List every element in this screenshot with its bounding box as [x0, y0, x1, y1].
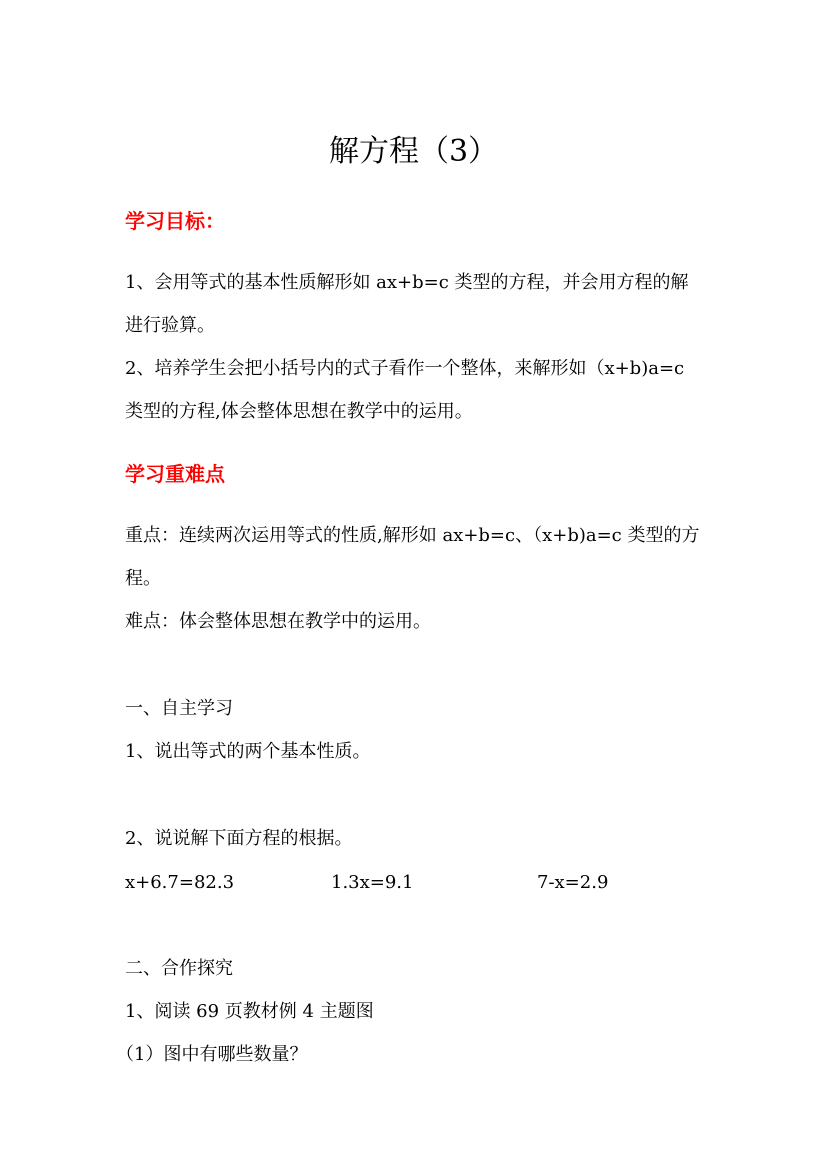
equation-2: 1.3x=9.1: [331, 872, 414, 893]
self-study-heading: 一、自主学习: [125, 698, 233, 719]
page-title: 解方程（3）: [328, 134, 499, 169]
key-point-line-1: 重点：连续两次运用等式的性质,解形如 ax+b=c、（x+b)a=c 类型的方: [125, 525, 700, 546]
equation-3: 7-x=2.9: [537, 872, 609, 893]
goal-item-1-line-1: 1、会用等式的基本性质解形如 ax+b=c 类型的方程，并会用方程的解: [125, 272, 689, 293]
difficulty-line: 难点：体会整体思想在教学中的运用。: [125, 611, 431, 632]
cooperative-heading: 二、合作探究: [125, 958, 233, 979]
learning-goals-heading: 学习目标：: [125, 209, 225, 233]
self-study-question-2: 2、说说解下面方程的根据。: [125, 828, 353, 849]
goal-item-2-line-1: 2、培养学生会把小括号内的式子看作一个整体，来解形如（x+b)a=c: [125, 358, 685, 379]
goal-item-2-line-2: 类型的方程,体会整体思想在教学中的运用。: [125, 401, 473, 422]
key-points-heading: 学习重难点: [125, 462, 225, 486]
equation-1: x+6.7=82.3: [125, 872, 235, 893]
goal-item-1-line-2: 进行验算。: [125, 315, 215, 336]
cooperative-question-1: 1、阅读 69 页教材例 4 主题图: [125, 1001, 374, 1022]
key-point-line-2: 程。: [125, 568, 161, 589]
cooperative-subquestion-1: （1）图中有哪些数量？: [116, 1044, 308, 1065]
self-study-question-1: 1、说出等式的两个基本性质。: [125, 741, 371, 762]
